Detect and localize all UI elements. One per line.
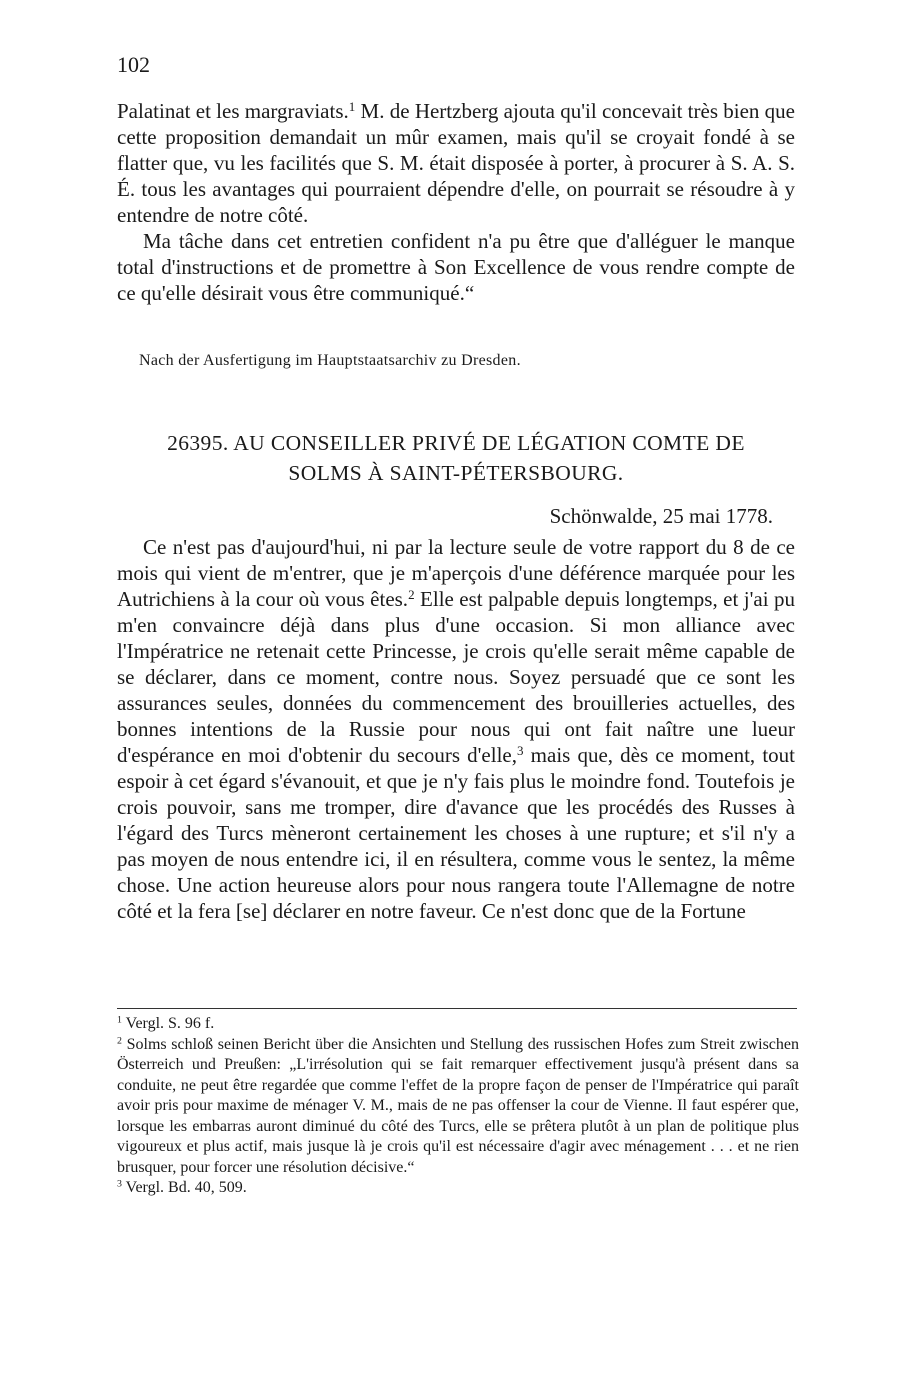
letter-body bbox=[117, 534, 795, 924]
intro-text bbox=[117, 98, 795, 306]
letter-heading-line-2: SOLMS À SAINT-PÉTERSBOURG. bbox=[288, 461, 624, 485]
footnote-ref-1: 1 bbox=[348, 98, 356, 114]
intro-paragraph-1-text: Palatinat et les margraviats. bbox=[117, 99, 349, 123]
footnote-3 bbox=[117, 1178, 799, 1199]
intro-paragraph-2: Ma tâche dans cet entretien confident n'a pu être que d'alléguer le manque total d'instructions et de promettre à Son Excellence de vous rendre compte de ce qu'elle désirait vous être communiqué.“ bbox=[117, 229, 795, 305]
footnote-1 bbox=[117, 1014, 799, 1035]
letter-text-part-1: Ce n'est pas d'aujourd'hui, ni par la lecture seule de votre rapport du 8 de ce mois qui vient de m'entrer, que je m'aperçois d'une déférence marquée pour les Autrichiens à la cour où vous êtes. bbox=[117, 535, 795, 611]
footnote-ref-2: 2 bbox=[408, 586, 415, 602]
footnote-3-text: Vergl. Bd. 40, 509. bbox=[121, 1179, 247, 1196]
footnote-2-marker: 2 bbox=[117, 1035, 122, 1047]
letter-text-part-2: Elle est palpable depuis longtemps, et j'ai pu m'en convaincre déjà dans plus d'une occasion. Si mon alliance avec l'Impératrice ne retenait cette Princesse, je crois qu'elle serait même capable de se déclarer, dans ce moment, contre nous. Soyez persuadé que ce sont les assurances seules, données du commencement des brouilleries actuelles, des bonnes intentions de la Russie pour nous qui ont fait naître une lueur d'espérance en moi d'obtenir du secours d'elle, bbox=[117, 587, 795, 767]
letter-heading bbox=[117, 428, 795, 488]
letter-text-part-3: mais que, dès ce moment, tout espoir à cet égard s'évanouit, et que je n'y fais plus le moindre fond. Toutefois je crois pouvoir, sans me tromper, dire d'avance que les procédés des Russes à l'égard des Turcs mèneront certainement les choses à une rupture; et s'il n'y a pas moyen de nous entendre ici, il en résultera, comme vous le sentez, la même chose. Une action heureuse alors pour nous rangera toute l'Allemagne de notre côté et la fera [se] déclarer en notre faveur. Ce n'est donc que de la Fortune bbox=[117, 743, 795, 923]
page-number: 102 bbox=[117, 52, 150, 77]
archive-source-note: Nach der Ausfertigung im Hauptstaatsarchiv zu Dresden. bbox=[139, 352, 521, 369]
footnote-2 bbox=[117, 1035, 799, 1179]
footnote-3-marker: 3 bbox=[117, 1178, 122, 1190]
footnote-1-marker: 1 bbox=[117, 1014, 122, 1026]
intro-paragraph-1 bbox=[117, 98, 795, 228]
footnote-ref-3: 3 bbox=[517, 742, 524, 758]
footnote-2-text: Solms schloß seinen Bericht über die Ansichten und Stellung des russischen Hofes zum Streit zwischen Österreich und Preußen: „L'irrésolution qui se fait remarquer effectivement jusqu'à présent dans sa conduite, ne peut être regardée que comme l'effet de la propre façon de penser de l'Impératrice qui paraît avoir pris pour maxime de ménager V. M., mais de ne pas offenser la cour de Vienne. Il faut espérer que, lorsque les embarras auront diminué du côté des Turcs, elle se prêtera plutôt à un plan de politique plus vigoureux et plus actif, mais jusque là je crois qu'il est nécessaire d'agir avec ménagement . . . et ne rien brusquer, pour forcer une résolution décisive.“ bbox=[117, 1035, 799, 1176]
footnotes bbox=[117, 1014, 799, 1199]
intro-paragraph-1-continuation: M. de Hertzberg ajouta qu'il concevait très bien que cette proposition demandait un mûr examen, mais qu'il se croyait fondé à se flatter que, vu les facilités que S. M. était disposée à porter, à procurer à S. A. S. É. tous les avantages qui pourraient dépendre d'elle, on pourrait se résoudre à y entendre de notre côté. bbox=[117, 99, 795, 227]
letter-paragraph bbox=[117, 534, 795, 924]
letter-heading-line-1: 26395. AU CONSEILLER PRIVÉ DE LÉGATION COMTE DE bbox=[167, 431, 745, 455]
footnote-divider bbox=[117, 1008, 797, 1009]
letter-dateline: Schönwalde, 25 mai 1778. bbox=[549, 504, 773, 528]
footnote-1-text: Vergl. S. 96 f. bbox=[121, 1015, 215, 1032]
